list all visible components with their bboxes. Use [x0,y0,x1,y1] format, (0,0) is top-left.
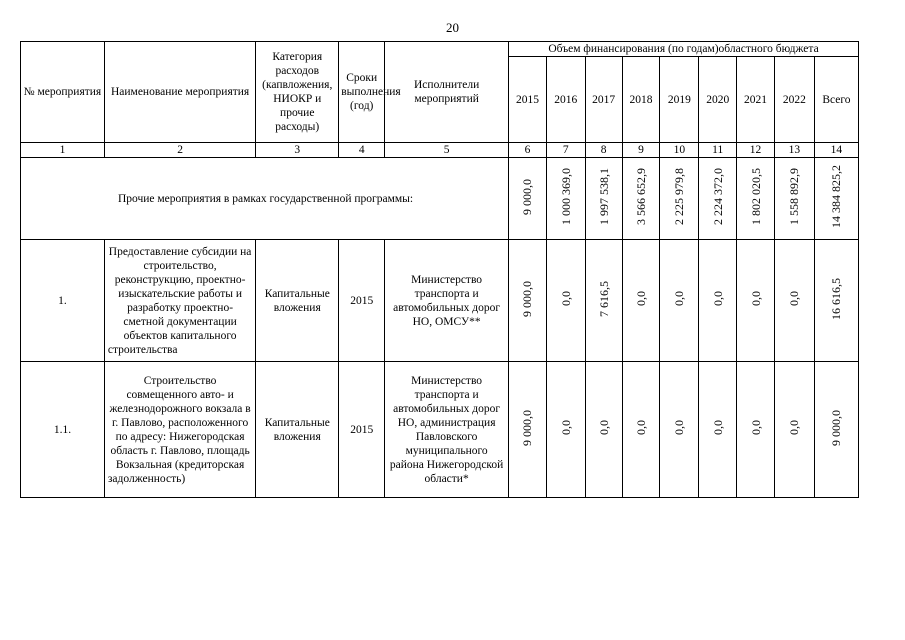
value-cell: 1 997 538,1 [596,168,611,225]
value-cell: 1 558 892,9 [787,168,802,225]
value-cell: 1 802 020,5 [748,168,763,225]
value-cell: 9 000,0 [520,178,535,215]
row-number: 1. [21,240,105,362]
value-cell: 0,0 [710,291,725,306]
column-number: 14 [814,143,858,158]
page-number: 20 [446,20,459,35]
value-cell: 0,0 [748,291,763,306]
column-number: 8 [585,143,622,158]
column-number: 9 [622,143,660,158]
row-term: 2015 [339,362,385,498]
row-number: 1.1. [21,362,105,498]
row-executor: Министерство транспорта и автомобильных дорог НО, администрация Павловского муниципального района Нижегородской области* [385,362,509,498]
value-cell: 0,0 [672,291,687,306]
column-number: 11 [699,143,737,158]
funding-table [20,41,859,498]
column-number: 4 [339,143,385,158]
header-year: 2016 [546,57,585,143]
value-cell: 2 225 979,8 [672,168,687,225]
value-cell: 2 224 372,0 [710,168,725,225]
column-number: 5 [385,143,509,158]
header-year: 2017 [585,57,622,143]
header-funding: Объем финансирования (по годам)областного бюджета [509,42,859,57]
header-year: 2020 [699,57,737,143]
value-cell: 9 000,0 [520,409,535,446]
column-number: 10 [660,143,699,158]
header-year: 2015 [509,57,547,143]
value-cell: 0,0 [558,291,573,306]
column-number: 6 [509,143,547,158]
total-cell: 14 384 825,2 [829,165,844,228]
value-cell: 0,0 [787,420,802,435]
header-year: 2022 [774,57,814,143]
header-executors: Исполнители мероприятий [385,42,509,143]
row-category: Капитальные вложения [256,240,339,362]
row-executor: Министерство транспорта и автомобильных дорог НО, ОМСУ** [385,240,509,362]
value-cell: 1 000 369,0 [558,168,573,225]
value-cell: 0,0 [672,420,687,435]
header-row [21,42,859,57]
header-year: 2018 [622,57,660,143]
program-label: Прочие мероприятия в рамках государственной программы: [21,158,509,240]
row-category: Капитальные вложения [256,362,339,498]
value-cell: 0,0 [596,420,611,435]
header-year: 2019 [660,57,699,143]
value-cell: 0,0 [787,291,802,306]
value-cell: 0,0 [710,420,725,435]
header-name: Наименование мероприятия [104,42,255,143]
column-number: 3 [256,143,339,158]
column-number: 13 [774,143,814,158]
value-cell: 0,0 [558,420,573,435]
header-year: 2021 [737,57,775,143]
header-total: Всего [814,57,858,143]
value-cell: 0,0 [633,420,648,435]
value-cell: 7 616,5 [596,280,611,317]
header-number: № мероприятия [21,42,105,143]
column-number: 1 [21,143,105,158]
value-cell: 0,0 [633,291,648,306]
total-cell: 16 616,5 [829,277,844,320]
value-cell: 9 000,0 [520,280,535,317]
table-row [21,362,859,498]
row-name: Строительство совмещенного авто- и железнодорожного вокзала в г. Павлово, расположенного по адресу: Нижегородская область г. Павлово, площадь Вокзальная (кредиторская задолженность) [104,362,255,498]
column-number: 12 [737,143,775,158]
column-number: 2 [104,143,255,158]
total-cell: 9 000,0 [829,409,844,446]
value-cell: 3 566 652,9 [633,168,648,225]
row-term: 2015 [339,240,385,362]
table-row [21,240,859,362]
column-number: 7 [546,143,585,158]
row-name: Предоставление субсидии на строительство, реконструкцию, проектно-изыскательские работы и разработку проектно-сметной документации объектов капитального строительства [104,240,255,362]
header-terms: Сроки выполнения (год) [339,42,385,143]
header-category: Категория расходов (капвложения, НИОКР и прочие расходы) [256,42,339,143]
program-total-row [21,158,859,240]
value-cell: 0,0 [748,420,763,435]
column-numbers-row [21,143,859,158]
